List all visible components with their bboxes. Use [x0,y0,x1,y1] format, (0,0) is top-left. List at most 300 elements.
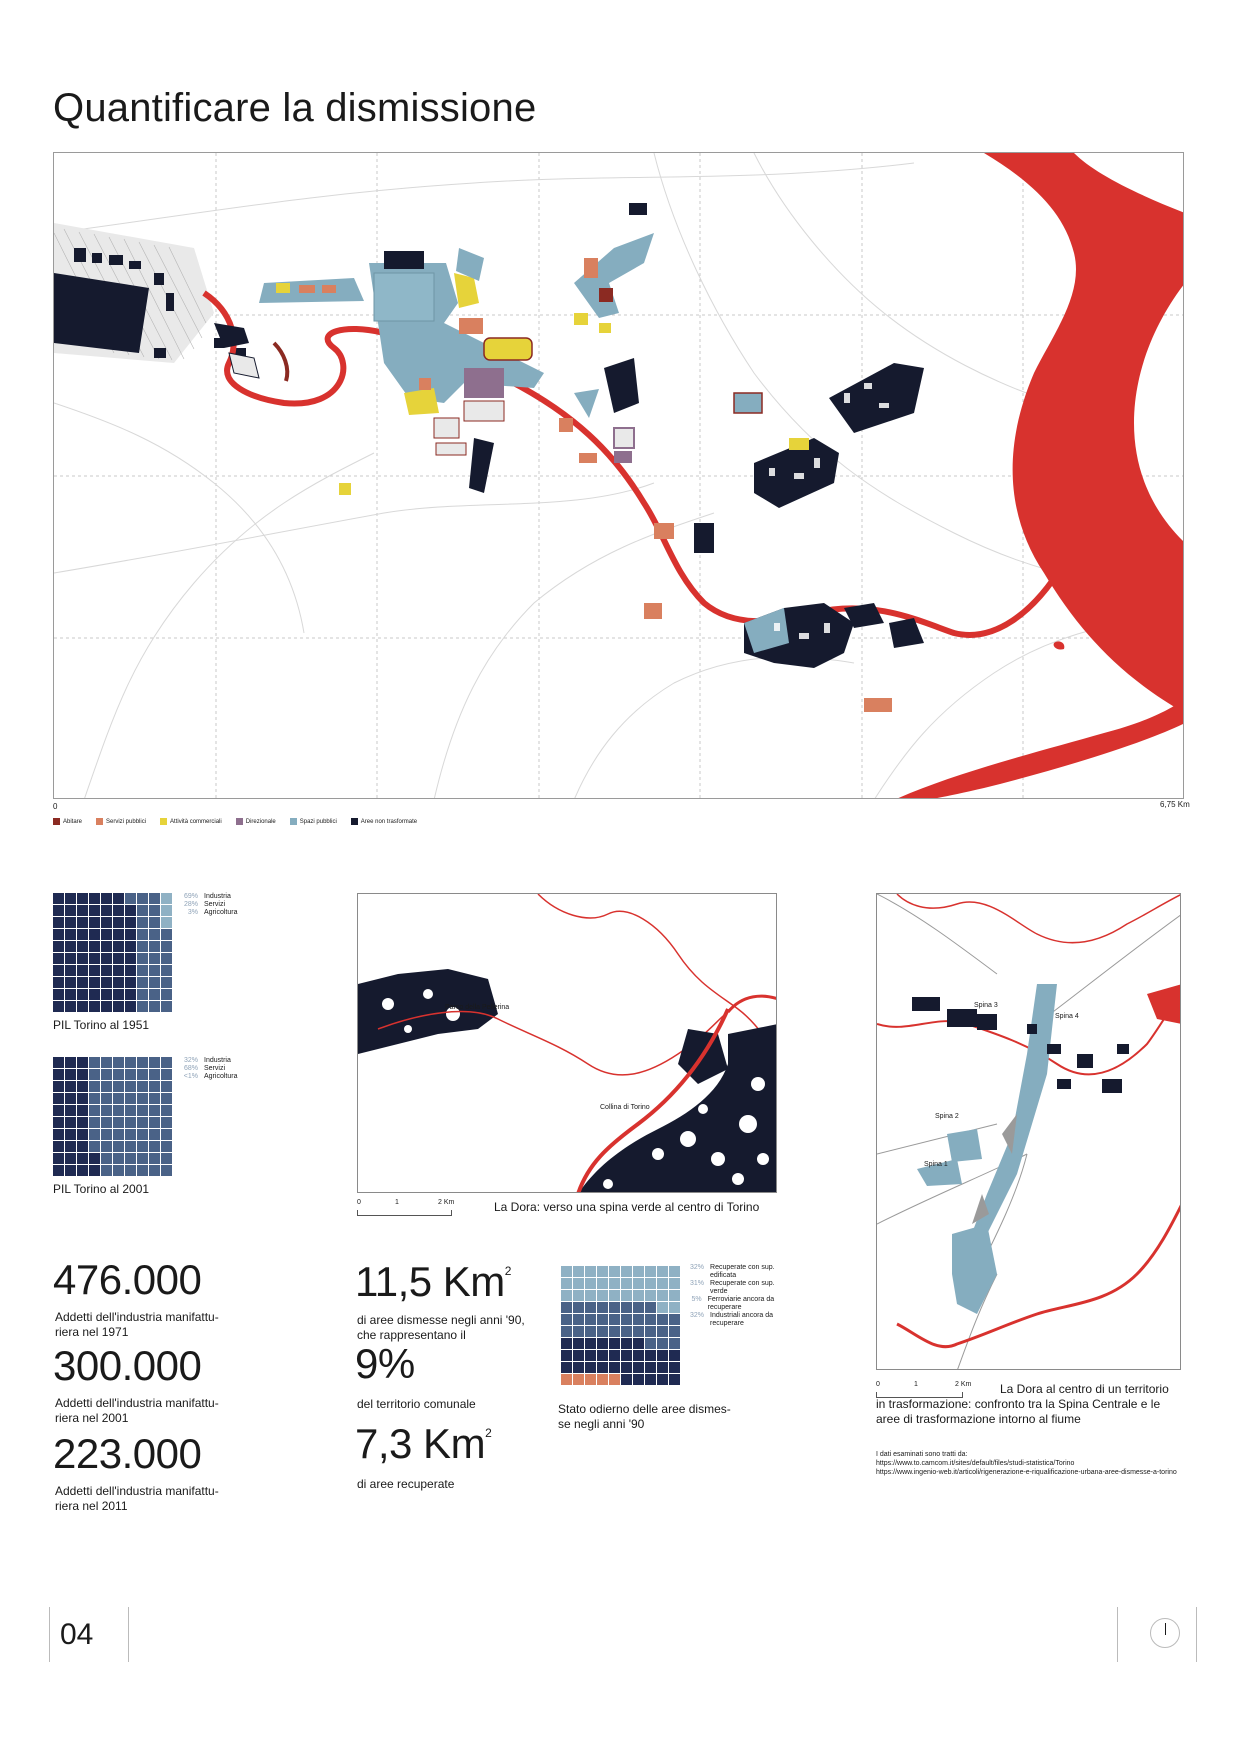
footer-divider [1196,1607,1197,1662]
waffle-cell [113,1081,124,1092]
waffle-cell [633,1350,644,1361]
legend-label: Servizi [204,1065,226,1072]
waffle-cell [561,1362,572,1373]
waffle-cell [573,1278,584,1289]
waffle-cell [585,1374,596,1385]
waffle-cell [573,1326,584,1337]
waffle-cell [89,1153,100,1164]
waffle-cell [53,929,64,940]
waffle-cell [89,1057,100,1068]
pil-2001-caption: PIL Torino al 2001 [53,1182,150,1196]
waffle-cell [149,977,160,988]
waffle-cell [89,965,100,976]
spina-label: Spina 3 [974,1002,998,1009]
waffle-cell [77,1057,88,1068]
waffle-cell [53,1069,64,1080]
waffle-cell [633,1266,644,1277]
label-hill: Collina di Torino [600,1104,650,1111]
waffle-cell [149,1081,160,1092]
waffle-cell [585,1266,596,1277]
waffle-cell [669,1374,680,1385]
dora-map-svg [358,894,777,1193]
waffle-cell [89,1117,100,1128]
legend-label: Attività commerciali [170,818,222,825]
waffle-cell [597,1290,608,1301]
waffle-cell [53,1001,64,1012]
waffle-cell [113,977,124,988]
waffle-cell [585,1302,596,1313]
waffle-cell [53,905,64,916]
waffle-cell [77,1117,88,1128]
waffle-cell [161,977,172,988]
compass-icon [1150,1618,1180,1648]
waffle-cell [633,1326,644,1337]
waffle-cell [77,1165,88,1176]
legend-swatch [160,818,167,825]
waffle-cell [633,1302,644,1313]
waffle-cell [609,1338,620,1349]
transform-areas [214,248,597,495]
waffle-cell [657,1350,668,1361]
waffle-cell [53,1153,64,1164]
waffle-cell [161,1001,172,1012]
waffle-cell [65,953,76,964]
legend-label: Industriali ancora da recuperare [710,1312,774,1327]
waffle-cell [621,1302,632,1313]
waffle-cell [585,1290,596,1301]
waffle-cell [101,965,112,976]
waffle-cell [113,917,124,928]
waffle-cell [125,941,136,952]
waffle-cell [125,1117,136,1128]
spina-map [876,893,1181,1370]
waffle-cell [101,893,112,904]
scale-tick: 0 [876,1381,880,1388]
waffle-cell [137,1093,148,1104]
legend-label: Servizi pubblici [106,818,147,825]
waffle-cell [161,1141,172,1152]
legend-pct: 68% [183,1065,198,1072]
waffle-cell [101,1001,112,1012]
waffle-cell [669,1278,680,1289]
waffle-cell [101,917,112,928]
waffle-cell [53,941,64,952]
waffle-cell [149,953,160,964]
legend-swatch [290,818,297,825]
waffle-cell [65,1093,76,1104]
waffle-cell [161,1129,172,1140]
waffle-cell [633,1314,644,1325]
waffle-state-caption: Stato odierno delle aree dismes- se negli anni '90 [558,1402,731,1431]
waffle-cell [113,953,124,964]
waffle-cell [101,977,112,988]
waffle-cell [65,1081,76,1092]
waffle-cell [113,1153,124,1164]
waffle-cell [645,1338,656,1349]
waffle-cell [101,1069,112,1080]
stat-value: 223.000 [53,1430,202,1477]
waffle-cell [621,1278,632,1289]
waffle-cell [669,1266,680,1277]
waffle-cell [113,1069,124,1080]
waffle-cell [113,929,124,940]
waffle-cell [149,1141,160,1152]
waffle-cell [621,1326,632,1337]
waffle-cell [149,1165,160,1176]
waffle-cell [77,1001,88,1012]
waffle-cell [633,1278,644,1289]
waffle-cell [53,965,64,976]
waffle-cell [53,893,64,904]
waffle-cell [573,1314,584,1325]
waffle-cell [137,1057,148,1068]
waffle-cell [561,1374,572,1385]
spina-label: Spina 2 [935,1113,959,1120]
waffle-cell [669,1314,680,1325]
legend-swatch [351,818,358,825]
waffle-cell [53,1165,64,1176]
waffle-cell [149,1001,160,1012]
scale-tick: 2 Km [438,1199,455,1206]
label-park: Parco della Pellerina [445,1004,510,1011]
legend-label: Servizi [204,901,226,908]
river-po [984,153,1184,713]
waffle-cell [161,1057,172,1068]
waffle-cell [125,1165,136,1176]
waffle-cell [137,929,148,940]
waffle-cell [101,1081,112,1092]
waffle-cell [65,1057,76,1068]
waffle-cell [597,1338,608,1349]
waffle-cell [149,1153,160,1164]
legend-swatch [53,818,60,825]
scale-tick: 1 [395,1199,399,1206]
waffle-cell [657,1314,668,1325]
stat-value: 300.000 [53,1342,202,1389]
waffle-cell [65,977,76,988]
area-desc: di aree dismesse negli anni '90, che rappresentano il [357,1313,525,1342]
waffle-cell [65,1141,76,1152]
waffle-cell [101,989,112,1000]
waffle-cell [161,1117,172,1128]
waffle-cell [77,1153,88,1164]
waffle-cell [137,965,148,976]
waffle-cell [609,1350,620,1361]
waffle-cell [113,965,124,976]
waffle-cell [645,1302,656,1313]
waffle-cell [113,1165,124,1176]
waffle-cell [53,917,64,928]
waffle-cell [573,1290,584,1301]
legend-label: Agricoltura [204,1073,238,1080]
waffle-cell [101,1153,112,1164]
waffle-cell [621,1266,632,1277]
waffle-cell [53,1057,64,1068]
waffle-cell [53,1129,64,1140]
waffle-cell [101,953,112,964]
waffle-state [561,1266,680,1385]
legend-item [96,818,146,825]
legend-label: Abitare [63,818,83,825]
waffle-cell [137,1001,148,1012]
waffle-cell [65,1001,76,1012]
waffle-cell [573,1302,584,1313]
waffle-cell [161,1153,172,1164]
waffle-pil-2001 [53,1057,172,1176]
waffle-cell [597,1266,608,1277]
waffle-cell [137,953,148,964]
waffle-cell [657,1266,668,1277]
waffle-cell [585,1338,596,1349]
waffle-cell [149,1057,160,1068]
waffle-cell [149,893,160,904]
footer-divider [49,1607,50,1662]
waffle-cell [161,941,172,952]
waffle-cell [113,1001,124,1012]
waffle-cell [89,1093,100,1104]
pil-1951-caption: PIL Torino al 1951 [53,1018,150,1032]
waffle-cell [137,893,148,904]
legend-label: Agricoltura [204,909,238,916]
waffle-cell [573,1374,584,1385]
waffle-cell [137,1117,148,1128]
spina-map-svg [877,894,1181,1370]
waffle-cell [585,1326,596,1337]
dora-scale-bar [357,1210,452,1216]
waffle-cell [609,1362,620,1373]
waffle-cell [113,1057,124,1068]
waffle-cell [621,1314,632,1325]
waffle-cell [77,1093,88,1104]
waffle-cell [53,989,64,1000]
waffle-cell [89,941,100,952]
waffle-cell [113,941,124,952]
waffle-cell [77,893,88,904]
waffle-cell [669,1362,680,1373]
waffle-cell [89,893,100,904]
waffle-cell [101,1129,112,1140]
stat-value: 476.000 [53,1256,202,1303]
waffle-cell [597,1374,608,1385]
waffle-cell [573,1362,584,1373]
waffle-cell [161,1093,172,1104]
waffle-cell [561,1266,572,1277]
legend-label: Aree non trasformate [360,818,418,825]
waffle-cell [161,905,172,916]
north-cluster [574,203,762,619]
waffle-cell [161,953,172,964]
waffle-cell [65,1117,76,1128]
waffle-cell [657,1362,668,1373]
waffle-cell [65,965,76,976]
waffle-cell [53,1141,64,1152]
waffle-cell [113,905,124,916]
waffle-cell [609,1290,620,1301]
waffle-cell [161,929,172,940]
waffle-cell [53,953,64,964]
waffle-pil-1951 [53,893,172,1012]
waffle-cell [657,1278,668,1289]
legend-item [351,818,417,825]
waffle-cell [669,1326,680,1337]
legend-swatch [236,818,243,825]
waffle-cell [125,1057,136,1068]
waffle-cell [89,1141,100,1152]
river-dora [204,293,1124,635]
waffle-cell [573,1338,584,1349]
waffle-cell [125,953,136,964]
waffle-cell [149,929,160,940]
scale-end: 6,75 Km [1160,800,1190,809]
waffle-cell [65,1129,76,1140]
waffle-cell [89,977,100,988]
waffle-cell [645,1326,656,1337]
waffle-cell [65,893,76,904]
waffle-cell [621,1350,632,1361]
rec-desc: di aree recuperate [357,1477,455,1491]
waffle-cell [125,917,136,928]
waffle-cell [137,1165,148,1176]
waffle-1951-legend [182,893,237,917]
waffle-cell [669,1290,680,1301]
waffle-cell [161,1165,172,1176]
waffle-cell [657,1374,668,1385]
waffle-cell [137,1141,148,1152]
waffle-cell [597,1326,608,1337]
waffle-cell [77,1141,88,1152]
waffle-cell [149,917,160,928]
legend-pct: 5% [691,1296,702,1303]
waffle-cell [669,1350,680,1361]
waffle-cell [125,929,136,940]
page-title: Quantificare la dismissione [53,86,537,130]
sources: I dati esaminati sono tratti da: https://www.to.camcom.it/sites/default/files/studi-statistica/Torino https://www.ingenio-web.it/articoli/rigenerazione-e-riqualificazione-urbana-aree-dismesse-a-torino [876,1451,1177,1476]
waffle-cell [633,1338,644,1349]
waffle-cell [137,1129,148,1140]
waffle-cell [585,1314,596,1325]
waffle-cell [53,1105,64,1116]
waffle-cell [161,965,172,976]
waffle-cell [101,1165,112,1176]
waffle-cell [65,905,76,916]
waffle-cell [125,1081,136,1092]
river-po-south [894,698,1184,799]
legend-item [290,818,337,825]
waffle-cell [149,1117,160,1128]
waffle-cell [101,905,112,916]
waffle-cell [149,1069,160,1080]
waffle-cell [161,1105,172,1116]
waffle-cell [657,1326,668,1337]
stat-desc: Addetti dell'industria manifattu- riera nel 1971 [55,1310,219,1339]
waffle-cell [161,1081,172,1092]
spina-label: Spina 4 [1055,1013,1079,1020]
waffle-cell [77,1081,88,1092]
waffle-cell [77,929,88,940]
waffle-cell [561,1290,572,1301]
waffle-cell [573,1350,584,1361]
waffle-cell [77,1129,88,1140]
waffle-cell [65,989,76,1000]
waffle-cell [633,1290,644,1301]
waffle-cell [65,929,76,940]
waffle-cell [149,941,160,952]
waffle-cell [113,1141,124,1152]
waffle-cell [161,917,172,928]
waffle-cell [65,941,76,952]
waffle-cell [113,1129,124,1140]
waffle-cell [125,1093,136,1104]
waffle-cell [125,1105,136,1116]
waffle-cell [609,1314,620,1325]
footer-divider [128,1607,129,1662]
waffle-cell [53,1093,64,1104]
legend-item [160,818,222,825]
waffle-cell [609,1278,620,1289]
waffle-cell [137,905,148,916]
waffle-cell [633,1374,644,1385]
waffle-cell [137,941,148,952]
waffle-cell [633,1362,644,1373]
waffle-cell [77,977,88,988]
waffle-cell [101,1057,112,1068]
legend-pct: 32% [690,1264,705,1271]
waffle-cell [77,989,88,1000]
page-number: 04 [60,1618,94,1651]
waffle-cell [645,1314,656,1325]
waffle-cell [573,1266,584,1277]
waffle-cell [149,989,160,1000]
stat-desc: Addetti dell'industria manifattu- riera nel 2011 [55,1484,219,1513]
pct-desc: del territorio comunale [357,1397,476,1411]
waffle-cell [77,953,88,964]
waffle-cell [125,1153,136,1164]
waffle-cell [77,1069,88,1080]
stat-desc: Addetti dell'industria manifattu- riera nel 2001 [55,1396,219,1425]
waffle-cell [621,1338,632,1349]
waffle-cell [113,1093,124,1104]
waffle-cell [65,917,76,928]
waffle-cell [113,893,124,904]
waffle-cell [149,965,160,976]
legend-label: Recuperate con sup. verde [710,1280,775,1295]
legend-label: Direzionale [245,818,276,825]
waffle-cell [89,1129,100,1140]
waffle-cell [101,1093,112,1104]
waffle-2001-legend [182,1057,237,1081]
waffle-cell [125,1001,136,1012]
waffle-cell [621,1362,632,1373]
map-legend [53,818,417,825]
waffle-cell [657,1290,668,1301]
waffle-cell [137,989,148,1000]
main-map [53,152,1184,799]
waffle-cell [585,1278,596,1289]
waffle-cell [657,1302,668,1313]
waffle-cell [125,893,136,904]
waffle-cell [597,1362,608,1373]
waffle-cell [561,1278,572,1289]
waffle-cell [645,1266,656,1277]
waffle-cell [125,965,136,976]
waffle-cell [101,941,112,952]
waffle-cell [77,905,88,916]
waffle-cell [89,917,100,928]
waffle-cell [597,1278,608,1289]
waffle-cell [113,1105,124,1116]
waffle-cell [53,1117,64,1128]
waffle-cell [657,1338,668,1349]
